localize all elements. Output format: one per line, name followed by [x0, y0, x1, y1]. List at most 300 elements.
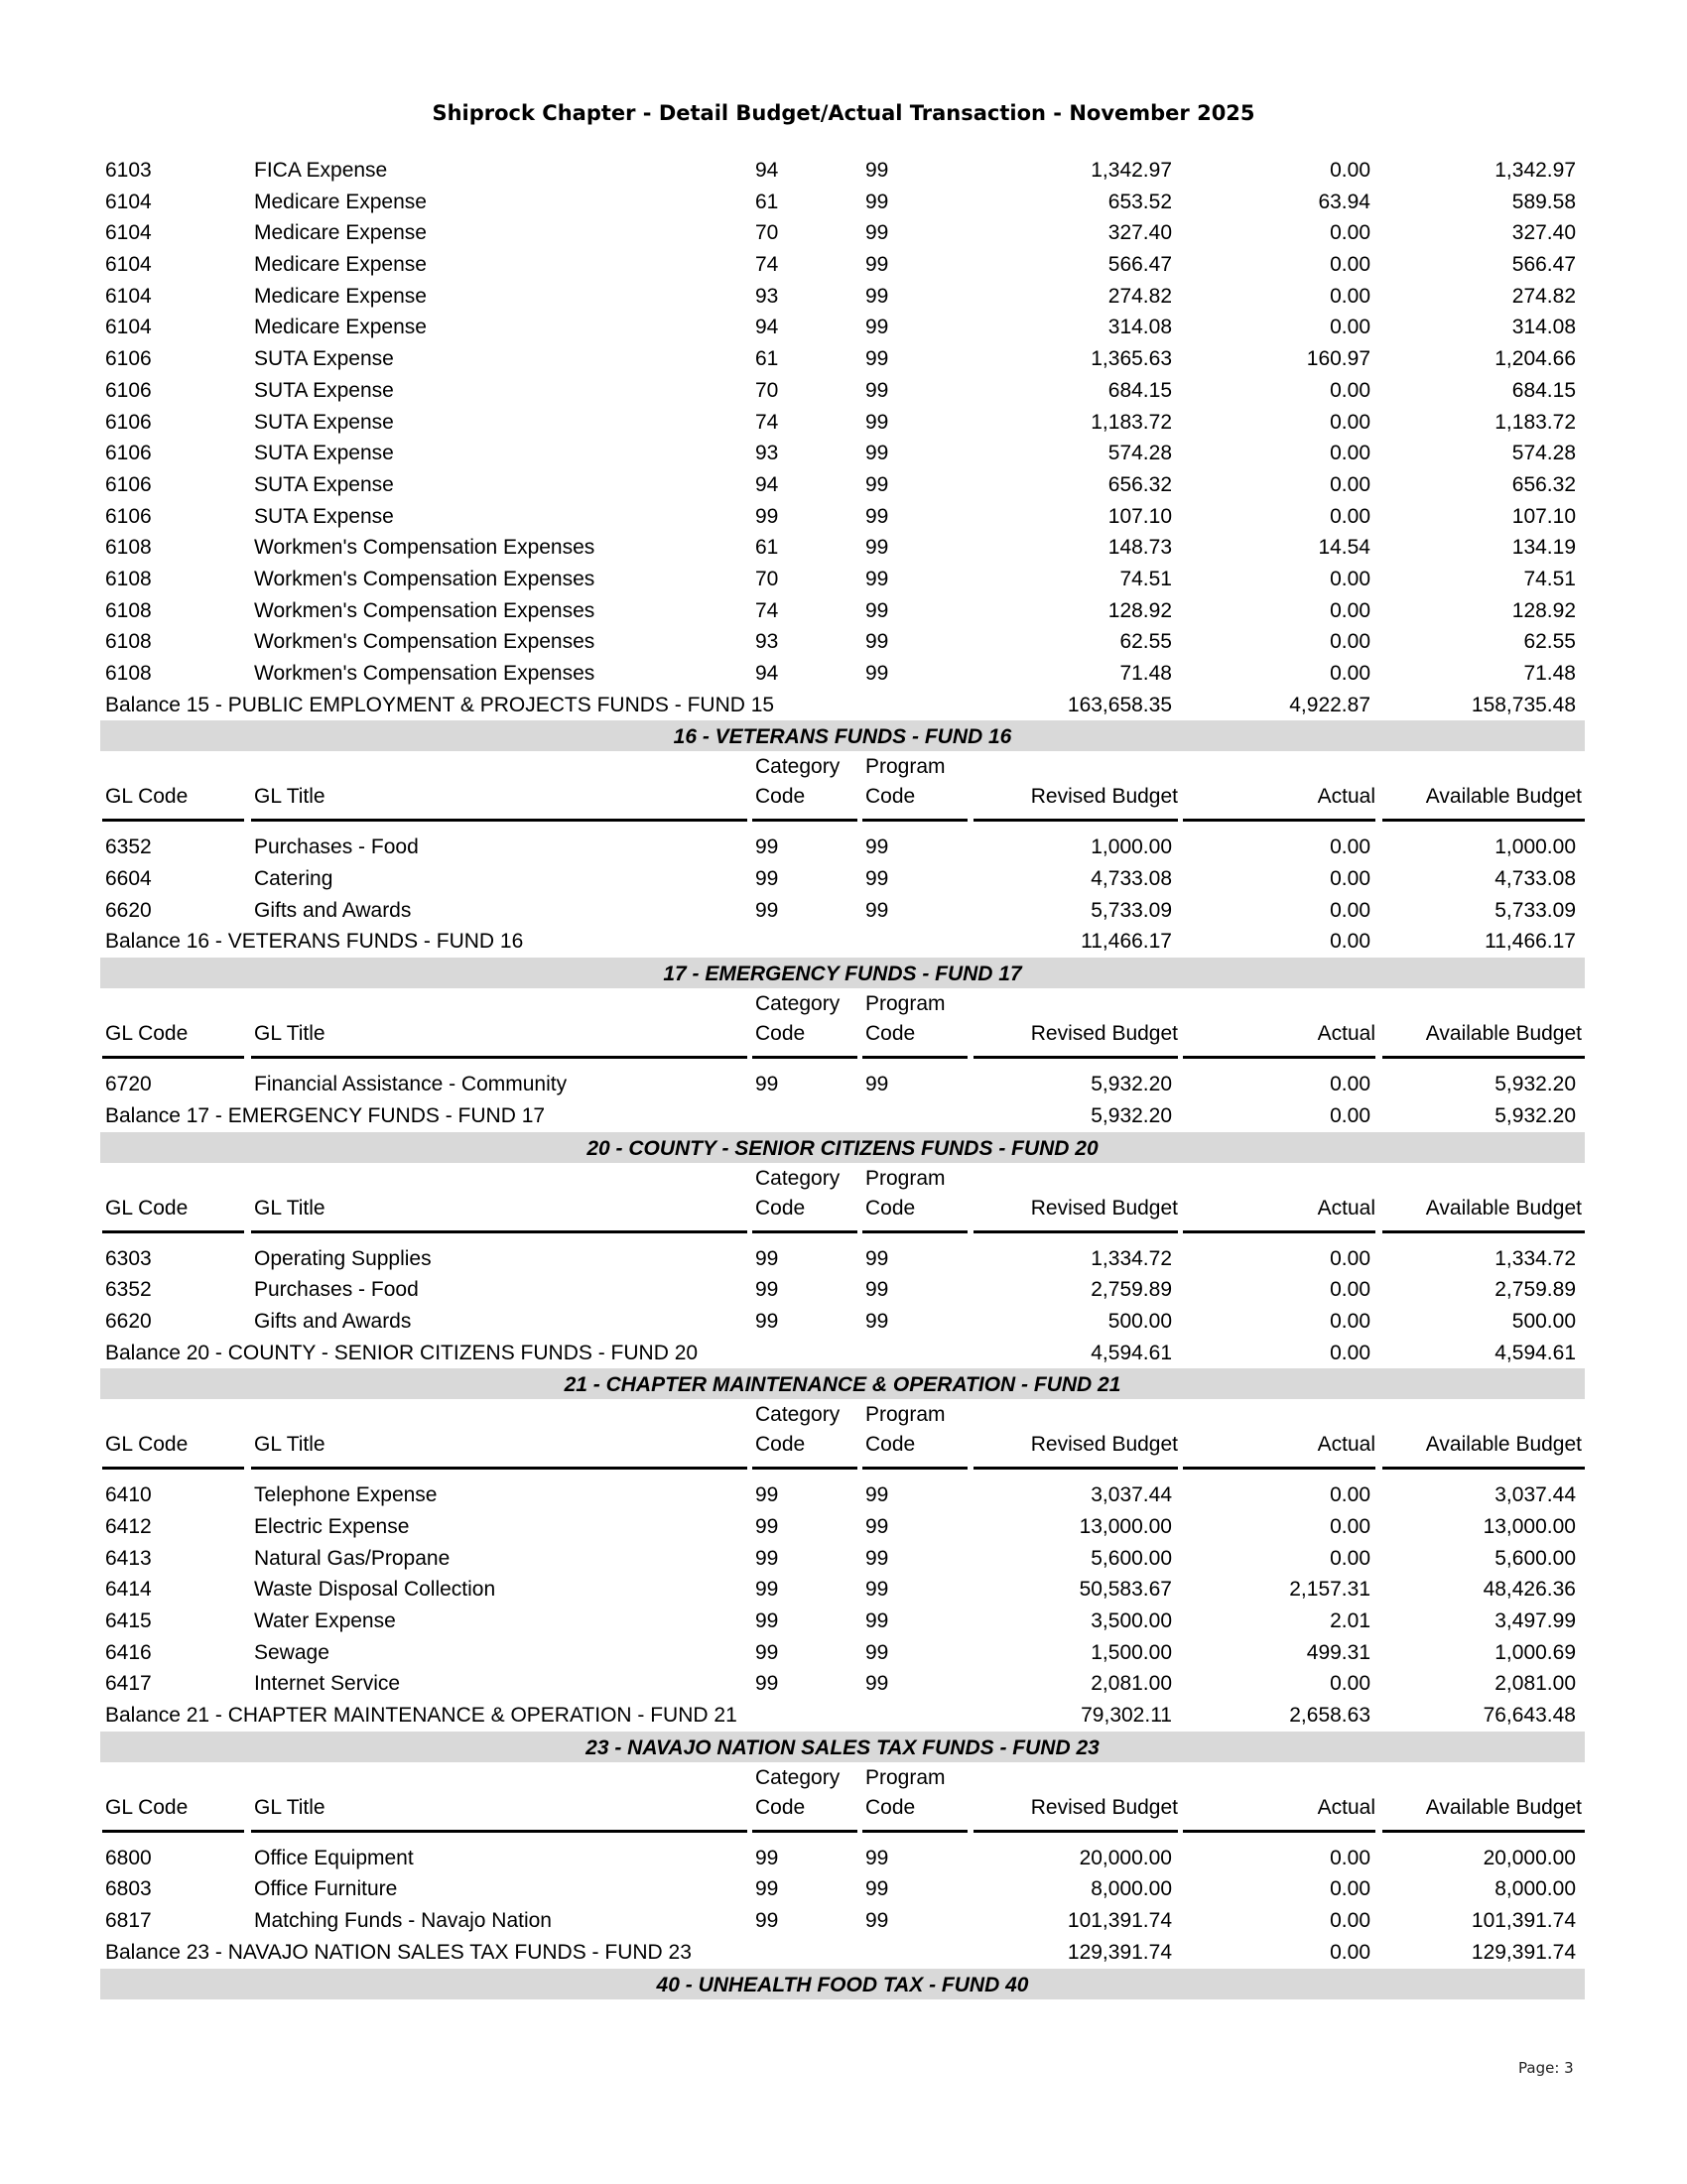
gl-code-cell: 6108 — [105, 536, 152, 560]
program-code-cell: 99 — [865, 378, 889, 402]
available-budget-cell: 1,334.72 — [1494, 1246, 1576, 1270]
available-budget-header: Available Budget — [1425, 1022, 1582, 1046]
category-code-cell: 99 — [755, 1909, 779, 1933]
program-code-cell: 99 — [865, 159, 889, 182]
category-code-cell: 99 — [755, 1609, 779, 1632]
revised-budget-cell: 107.10 — [1107, 504, 1172, 528]
gl-title-cell: Office Equipment — [254, 1846, 414, 1869]
actual-cell: 63.94 — [1318, 190, 1370, 213]
gl-title-cell: Gifts and Awards — [254, 1309, 412, 1333]
header-underline — [973, 1467, 1178, 1470]
report-title: Shiprock Chapter - Detail Budget/Actual Transaction - November 2025 — [432, 101, 1255, 125]
gl-code-cell: 6106 — [105, 347, 152, 371]
program-code-cell: 99 — [865, 662, 889, 685]
gl-title-cell: Financial Assistance - Community — [254, 1073, 568, 1096]
revised-budget-header: Revised Budget — [1030, 1196, 1178, 1220]
category-code-header: Code — [755, 1795, 806, 1819]
header-underline — [1183, 1056, 1375, 1059]
program-code-cell: 99 — [865, 867, 889, 891]
revised-budget-cell: 71.48 — [1119, 662, 1172, 685]
gl-code-cell: 6303 — [105, 1246, 152, 1270]
gl-title-cell: Medicare Expense — [254, 284, 427, 308]
revised-budget-cell: 1,500.00 — [1091, 1640, 1172, 1664]
category-code-cell: 99 — [755, 1073, 779, 1096]
category-code-cell: 99 — [755, 1309, 779, 1333]
spacer — [100, 824, 1585, 832]
gl-code-cell: 6620 — [105, 898, 152, 922]
actual-cell: 14.54 — [1318, 536, 1370, 560]
table-row — [100, 658, 1585, 690]
available-budget-cell: 274.82 — [1511, 284, 1576, 308]
gl-code-cell: 6106 — [105, 504, 152, 528]
program-code-cell: 99 — [865, 284, 889, 308]
revised-budget-cell: 1,342.97 — [1091, 159, 1172, 182]
available-budget-header: Available Budget — [1425, 1433, 1582, 1457]
table-row — [100, 895, 1585, 927]
revised-budget-cell: 128.92 — [1107, 598, 1172, 622]
available-budget-cell: 5,932.20 — [1494, 1073, 1576, 1096]
gl-title-cell: Gifts and Awards — [254, 898, 412, 922]
table-row — [100, 626, 1585, 658]
table-row — [100, 595, 1585, 627]
available-budget-cell: 71.48 — [1523, 662, 1576, 685]
program-code-cell: 99 — [865, 221, 889, 245]
header-underline — [251, 1230, 747, 1233]
gl-title-cell: Natural Gas/Propane — [254, 1546, 451, 1570]
balance-available-budget: 158,735.48 — [1471, 693, 1576, 716]
available-budget-cell: 101,391.74 — [1471, 1909, 1576, 1933]
table-row — [100, 375, 1585, 407]
program-code-cell: 99 — [865, 1909, 889, 1933]
revised-budget-cell: 5,733.09 — [1091, 898, 1172, 922]
revised-budget-cell: 13,000.00 — [1079, 1514, 1172, 1538]
program-code-cell: 99 — [865, 442, 889, 465]
revised-budget-cell: 574.28 — [1107, 442, 1172, 465]
program-code-cell: 99 — [865, 316, 889, 339]
gl-title-header: GL Title — [254, 1196, 325, 1220]
gl-title-cell: Water Expense — [254, 1609, 396, 1632]
available-budget-header: Available Budget — [1425, 1196, 1582, 1220]
balance-revised-budget: 11,466.17 — [1081, 930, 1172, 954]
fund-balance-row — [100, 926, 1585, 958]
available-budget-cell: 4,733.08 — [1494, 867, 1576, 891]
available-budget-cell: 8,000.00 — [1494, 1877, 1576, 1901]
revised-budget-cell: 101,391.74 — [1067, 1909, 1172, 1933]
revised-budget-cell: 5,932.20 — [1091, 1073, 1172, 1096]
table-row — [100, 1274, 1585, 1306]
table-row — [100, 1905, 1585, 1937]
category-code-cell: 99 — [755, 1578, 779, 1602]
category-code-cell: 99 — [755, 1514, 779, 1538]
table-row — [100, 832, 1585, 863]
table-row — [100, 281, 1585, 313]
gl-title-cell: Workmen's Compensation Expenses — [254, 536, 595, 560]
balance-label: Balance 20 - COUNTY - SENIOR CITIZENS FUNDS - FUND 20 — [105, 1341, 699, 1364]
fund-section-heading: 21 - CHAPTER MAINTENANCE & OPERATION - FUND 21 — [100, 1368, 1585, 1399]
gl-code-cell: 6108 — [105, 630, 152, 654]
balance-available-budget: 76,643.48 — [1483, 1704, 1576, 1728]
program-code-cell: 99 — [865, 347, 889, 371]
revised-budget-cell: 8,000.00 — [1091, 1877, 1172, 1901]
column-header-top-row — [100, 1399, 1585, 1430]
revised-budget-cell: 327.40 — [1107, 221, 1172, 245]
available-budget-cell: 74.51 — [1523, 567, 1576, 590]
program-code-cell: 99 — [865, 1578, 889, 1602]
program-code-cell: 99 — [865, 567, 889, 590]
gl-code-header: GL Code — [105, 1022, 189, 1046]
program-code-cell: 99 — [865, 253, 889, 277]
gl-title-cell: Electric Expense — [254, 1514, 410, 1538]
actual-header: Actual — [1317, 785, 1375, 809]
revised-budget-header: Revised Budget — [1030, 1795, 1178, 1819]
category-code-cell: 99 — [755, 1877, 779, 1901]
category-code-header: Code — [755, 785, 806, 809]
program-code-cell: 99 — [865, 1640, 889, 1664]
header-underline — [1382, 1056, 1585, 1059]
available-budget-cell: 1,000.00 — [1494, 835, 1576, 859]
gl-title-cell: Medicare Expense — [254, 190, 427, 213]
balance-revised-budget: 163,658.35 — [1067, 693, 1172, 716]
column-header-row — [100, 782, 1585, 824]
table-row — [100, 1306, 1585, 1338]
header-underline — [752, 1830, 857, 1833]
available-budget-header: Available Budget — [1425, 1795, 1582, 1819]
actual-cell: 0.00 — [1330, 1672, 1370, 1696]
spacer — [100, 1061, 1585, 1069]
table-row — [100, 469, 1585, 501]
program-code-cell: 99 — [865, 472, 889, 496]
program-code-header: Code — [865, 1022, 916, 1046]
balance-actual: 0.00 — [1330, 1103, 1370, 1127]
program-code-header: Code — [865, 785, 916, 809]
actual-cell: 0.00 — [1330, 221, 1370, 245]
column-header-row — [100, 1430, 1585, 1472]
gl-code-cell: 6106 — [105, 410, 152, 434]
table-row — [100, 1873, 1585, 1905]
actual-cell: 0.00 — [1330, 567, 1370, 590]
available-budget-cell: 500.00 — [1511, 1309, 1576, 1333]
gl-title-cell: Office Furniture — [254, 1877, 398, 1901]
actual-cell: 0.00 — [1330, 835, 1370, 859]
category-code-cell: 74 — [755, 410, 779, 434]
available-budget-cell: 5,733.09 — [1494, 898, 1576, 922]
program-code-header: Code — [865, 1433, 916, 1457]
gl-code-cell: 6414 — [105, 1578, 152, 1602]
gl-code-cell: 6413 — [105, 1546, 152, 1570]
actual-cell: 0.00 — [1330, 1483, 1370, 1507]
gl-title-cell: Purchases - Food — [254, 835, 419, 859]
actual-cell: 0.00 — [1330, 442, 1370, 465]
gl-code-cell: 6803 — [105, 1877, 152, 1901]
revised-budget-header: Revised Budget — [1030, 785, 1178, 809]
gl-code-header: GL Code — [105, 1433, 189, 1457]
balance-actual: 0.00 — [1330, 1940, 1370, 1964]
balance-label: Balance 16 - VETERANS FUNDS - FUND 16 — [105, 930, 524, 954]
header-underline — [102, 819, 244, 822]
actual-cell: 2,157.31 — [1289, 1578, 1370, 1602]
available-budget-cell: 684.15 — [1511, 378, 1576, 402]
revised-budget-cell: 1,365.63 — [1091, 347, 1172, 371]
gl-title-cell: Medicare Expense — [254, 253, 427, 277]
fund-balance-row — [100, 1937, 1585, 1969]
balance-actual: 4,922.87 — [1289, 693, 1370, 716]
program-header-top: Program — [865, 992, 946, 1016]
actual-cell: 0.00 — [1330, 284, 1370, 308]
gl-title-cell: Sewage — [254, 1640, 329, 1664]
gl-code-cell: 6104 — [105, 253, 152, 277]
category-code-cell: 61 — [755, 347, 779, 371]
gl-code-header: GL Code — [105, 785, 189, 809]
gl-code-cell: 6412 — [105, 1514, 152, 1538]
category-code-cell: 70 — [755, 378, 779, 402]
category-code-cell: 61 — [755, 536, 779, 560]
table-row — [100, 407, 1585, 439]
revised-budget-header: Revised Budget — [1030, 1433, 1178, 1457]
program-code-cell: 99 — [865, 835, 889, 859]
balance-actual: 0.00 — [1330, 1341, 1370, 1364]
gl-code-cell: 6104 — [105, 190, 152, 213]
program-code-cell: 99 — [865, 536, 889, 560]
header-underline — [862, 1230, 968, 1233]
revised-budget-cell: 148.73 — [1107, 536, 1172, 560]
available-budget-cell: 3,497.99 — [1494, 1609, 1576, 1632]
category-code-cell: 93 — [755, 284, 779, 308]
program-header-top: Program — [865, 755, 946, 779]
actual-cell: 0.00 — [1330, 472, 1370, 496]
gl-code-cell: 6410 — [105, 1483, 152, 1507]
available-budget-cell: 5,600.00 — [1494, 1546, 1576, 1570]
category-code-cell: 93 — [755, 442, 779, 465]
program-code-cell: 99 — [865, 410, 889, 434]
category-code-cell: 99 — [755, 1546, 779, 1570]
gl-title-cell: SUTA Expense — [254, 504, 394, 528]
available-budget-cell: 107.10 — [1511, 504, 1576, 528]
available-budget-cell: 2,759.89 — [1494, 1278, 1576, 1302]
table-row — [100, 1843, 1585, 1874]
header-underline — [102, 1830, 244, 1833]
gl-title-cell: Medicare Expense — [254, 316, 427, 339]
category-code-cell: 94 — [755, 159, 779, 182]
available-budget-cell: 62.55 — [1523, 630, 1576, 654]
gl-code-header: GL Code — [105, 1196, 189, 1220]
gl-code-cell: 6415 — [105, 1609, 152, 1632]
header-underline — [251, 819, 747, 822]
program-code-cell: 99 — [865, 190, 889, 213]
gl-title-cell: Operating Supplies — [254, 1246, 432, 1270]
fund-section-heading: 17 - EMERGENCY FUNDS - FUND 17 — [100, 958, 1585, 988]
header-underline — [102, 1230, 244, 1233]
header-underline — [1183, 1230, 1375, 1233]
header-underline — [1382, 1830, 1585, 1833]
available-budget-cell: 656.32 — [1511, 472, 1576, 496]
table-row — [100, 1606, 1585, 1637]
program-code-cell: 99 — [865, 1514, 889, 1538]
category-header-top: Category — [755, 1765, 841, 1789]
column-header-top-row — [100, 988, 1585, 1019]
available-budget-cell: 1,183.72 — [1494, 410, 1576, 434]
gl-title-cell: Telephone Expense — [254, 1483, 438, 1507]
revised-budget-cell: 656.32 — [1107, 472, 1172, 496]
program-code-cell: 99 — [865, 1073, 889, 1096]
gl-title-cell: Workmen's Compensation Expenses — [254, 598, 595, 622]
program-code-header: Code — [865, 1795, 916, 1819]
gl-code-cell: 6104 — [105, 284, 152, 308]
header-underline — [862, 1467, 968, 1470]
revised-budget-cell: 500.00 — [1107, 1309, 1172, 1333]
table-row — [100, 1069, 1585, 1100]
category-code-cell: 94 — [755, 662, 779, 685]
fund-balance-row — [100, 1338, 1585, 1369]
actual-cell: 0.00 — [1330, 504, 1370, 528]
header-underline — [1382, 1467, 1585, 1470]
available-budget-cell: 327.40 — [1511, 221, 1576, 245]
header-underline — [973, 1056, 1178, 1059]
header-underline — [251, 1056, 747, 1059]
gl-title-cell: Workmen's Compensation Expenses — [254, 662, 595, 685]
available-budget-cell: 314.08 — [1511, 316, 1576, 339]
gl-title-cell: SUTA Expense — [254, 442, 394, 465]
gl-title-cell: Workmen's Compensation Expenses — [254, 567, 595, 590]
gl-title-cell: Waste Disposal Collection — [254, 1578, 496, 1602]
column-header-row — [100, 1194, 1585, 1235]
gl-code-cell: 6817 — [105, 1909, 152, 1933]
revised-budget-header: Revised Budget — [1030, 1022, 1178, 1046]
table-row — [100, 501, 1585, 533]
gl-title-header: GL Title — [254, 1433, 325, 1457]
revised-budget-cell: 2,759.89 — [1091, 1278, 1172, 1302]
gl-title-header: GL Title — [254, 785, 325, 809]
gl-title-cell: SUTA Expense — [254, 378, 394, 402]
program-code-header: Code — [865, 1196, 916, 1220]
category-code-header: Code — [755, 1022, 806, 1046]
category-code-header: Code — [755, 1433, 806, 1457]
category-code-cell: 99 — [755, 1278, 779, 1302]
balance-actual: 2,658.63 — [1289, 1704, 1370, 1728]
header-underline — [752, 819, 857, 822]
gl-code-cell: 6103 — [105, 159, 152, 182]
program-code-cell: 99 — [865, 1483, 889, 1507]
table-row — [100, 1243, 1585, 1275]
revised-budget-cell: 50,583.67 — [1079, 1578, 1172, 1602]
fund-section-heading: 16 - VETERANS FUNDS - FUND 16 — [100, 720, 1585, 751]
program-code-cell: 99 — [865, 1246, 889, 1270]
table-row — [100, 1574, 1585, 1606]
program-header-top: Program — [865, 1166, 946, 1190]
spacer — [100, 1835, 1585, 1843]
actual-cell: 499.31 — [1306, 1640, 1370, 1664]
header-underline — [251, 1467, 747, 1470]
revised-budget-cell: 314.08 — [1107, 316, 1172, 339]
program-code-cell: 99 — [865, 1278, 889, 1302]
gl-title-header: GL Title — [254, 1795, 325, 1819]
fund-balance-row — [100, 690, 1585, 721]
header-underline — [752, 1230, 857, 1233]
header-underline — [251, 1830, 747, 1833]
actual-cell: 0.00 — [1330, 253, 1370, 277]
table-row — [100, 1543, 1585, 1575]
actual-header: Actual — [1317, 1795, 1375, 1819]
category-code-cell: 99 — [755, 1640, 779, 1664]
gl-code-cell: 6352 — [105, 1278, 152, 1302]
actual-cell: 0.00 — [1330, 1073, 1370, 1096]
program-code-cell: 99 — [865, 504, 889, 528]
gl-code-cell: 6417 — [105, 1672, 152, 1696]
actual-cell: 2.01 — [1330, 1609, 1370, 1632]
actual-cell: 0.00 — [1330, 159, 1370, 182]
gl-title-cell: SUTA Expense — [254, 472, 394, 496]
spacer — [100, 1472, 1585, 1479]
gl-code-cell: 6108 — [105, 598, 152, 622]
revised-budget-cell: 5,600.00 — [1091, 1546, 1172, 1570]
actual-cell: 0.00 — [1330, 662, 1370, 685]
category-code-cell: 93 — [755, 630, 779, 654]
fund-section-heading: 20 - COUNTY - SENIOR CITIZENS FUNDS - FUND 20 — [100, 1132, 1585, 1163]
available-budget-cell: 48,426.36 — [1483, 1578, 1576, 1602]
balance-actual: 0.00 — [1330, 930, 1370, 954]
category-code-cell: 94 — [755, 472, 779, 496]
header-underline — [862, 819, 968, 822]
available-budget-cell: 1,342.97 — [1494, 159, 1576, 182]
fund-section-heading: 40 - UNHEALTH FOOD TAX - FUND 40 — [100, 1969, 1585, 1999]
revised-budget-cell: 1,000.00 — [1091, 835, 1172, 859]
gl-code-cell: 6800 — [105, 1846, 152, 1869]
actual-cell: 0.00 — [1330, 1909, 1370, 1933]
category-code-cell: 99 — [755, 504, 779, 528]
page-number: Page: 3 — [1518, 2059, 1574, 2077]
fund-balance-row — [100, 1100, 1585, 1132]
program-code-cell: 99 — [865, 1609, 889, 1632]
actual-cell: 0.00 — [1330, 378, 1370, 402]
table-row — [100, 1511, 1585, 1543]
actual-cell: 0.00 — [1330, 1309, 1370, 1333]
actual-cell: 0.00 — [1330, 867, 1370, 891]
balance-available-budget: 5,932.20 — [1494, 1103, 1576, 1127]
column-header-row — [100, 1019, 1585, 1061]
available-budget-cell: 589.58 — [1511, 190, 1576, 213]
actual-cell: 0.00 — [1330, 1846, 1370, 1869]
balance-available-budget: 129,391.74 — [1471, 1940, 1576, 1964]
table-row — [100, 863, 1585, 895]
revised-budget-cell: 2,081.00 — [1091, 1672, 1172, 1696]
gl-title-cell: SUTA Expense — [254, 410, 394, 434]
category-code-cell: 70 — [755, 567, 779, 590]
table-row — [100, 564, 1585, 595]
available-budget-cell: 1,000.69 — [1494, 1640, 1576, 1664]
header-underline — [973, 1830, 1178, 1833]
category-code-cell: 99 — [755, 835, 779, 859]
actual-cell: 0.00 — [1330, 1546, 1370, 1570]
category-code-cell: 99 — [755, 1483, 779, 1507]
balance-revised-budget: 79,302.11 — [1081, 1704, 1172, 1728]
gl-code-cell: 6106 — [105, 442, 152, 465]
balance-revised-budget: 129,391.74 — [1067, 1940, 1172, 1964]
revised-budget-cell: 1,183.72 — [1091, 410, 1172, 434]
actual-cell: 160.97 — [1306, 347, 1370, 371]
gl-title-cell: Catering — [254, 867, 333, 891]
actual-cell: 0.00 — [1330, 1278, 1370, 1302]
actual-cell: 0.00 — [1330, 1246, 1370, 1270]
gl-title-cell: Internet Service — [254, 1672, 401, 1696]
gl-title-cell: Medicare Expense — [254, 221, 427, 245]
gl-code-cell: 6620 — [105, 1309, 152, 1333]
category-code-cell: 99 — [755, 1846, 779, 1869]
gl-code-cell: 6108 — [105, 662, 152, 685]
program-code-cell: 99 — [865, 1309, 889, 1333]
report-body — [100, 155, 1585, 1999]
available-budget-cell: 20,000.00 — [1483, 1846, 1576, 1869]
available-budget-cell: 566.47 — [1511, 253, 1576, 277]
revised-budget-cell: 74.51 — [1119, 567, 1172, 590]
